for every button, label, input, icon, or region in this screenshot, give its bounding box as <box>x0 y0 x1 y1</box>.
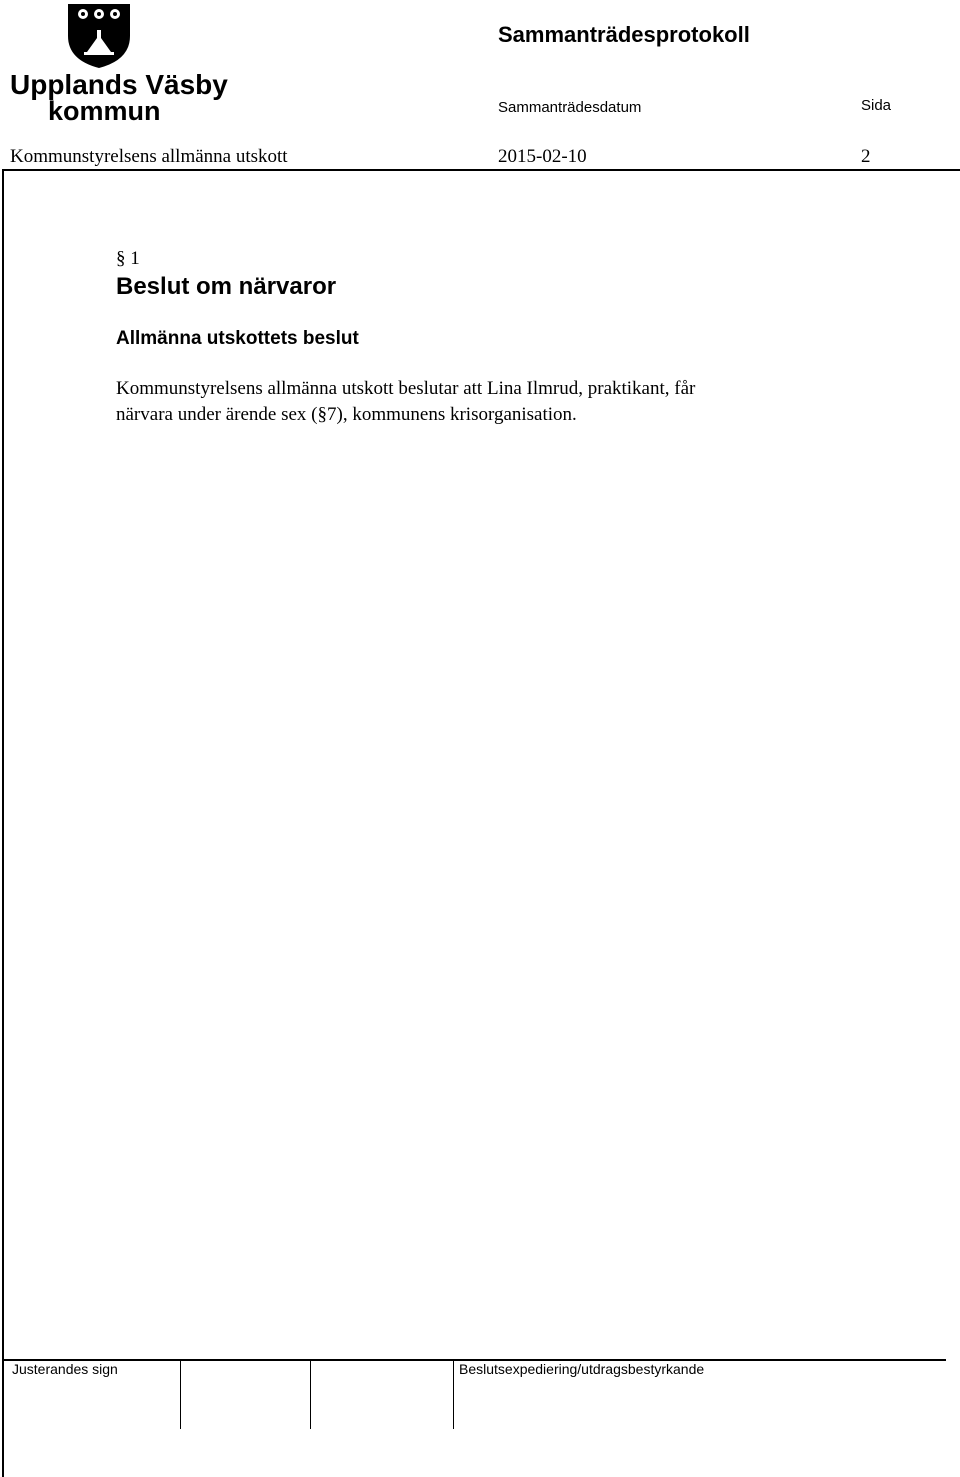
municipality-logo <box>8 2 228 126</box>
justerandes-sign-label: Justerandes sign <box>12 1361 118 1377</box>
left-margin-line <box>2 169 4 1477</box>
decision-heading: Allmänna utskottets beslut <box>116 328 359 349</box>
signature-box-divider <box>453 1359 454 1429</box>
decision-text-line: närvara under ärende sex (§7), kommunens krisorganisation. <box>116 404 577 425</box>
signature-box-divider <box>180 1359 181 1429</box>
page-number: 2 <box>861 146 871 167</box>
date-label: Sammanträdesdatum <box>498 99 642 116</box>
beslutsexpediering-label: Beslutsexpediering/utdragsbestyrkande <box>459 1361 705 1377</box>
logo-text-line2: kommun <box>48 96 161 126</box>
logo-text-line1: Upplands Väsby <box>10 69 228 100</box>
header-divider <box>2 169 960 171</box>
meeting-date: 2015-02-10 <box>498 146 587 167</box>
decision-text-line: Kommunstyrelsens allmänna utskott beslutar att Lina Ilmrud, praktikant, får <box>116 378 696 399</box>
signature-box-divider <box>310 1359 311 1429</box>
document-type: Sammanträdesprotokoll <box>498 22 750 47</box>
paragraph-number: § 1 <box>116 248 140 269</box>
municipal-coat-of-arms-icon <box>68 4 130 68</box>
committee-name: Kommunstyrelsens allmänna utskott <box>10 146 288 167</box>
section-title: Beslut om närvaror <box>116 273 337 300</box>
page-label: Sida <box>861 97 892 114</box>
